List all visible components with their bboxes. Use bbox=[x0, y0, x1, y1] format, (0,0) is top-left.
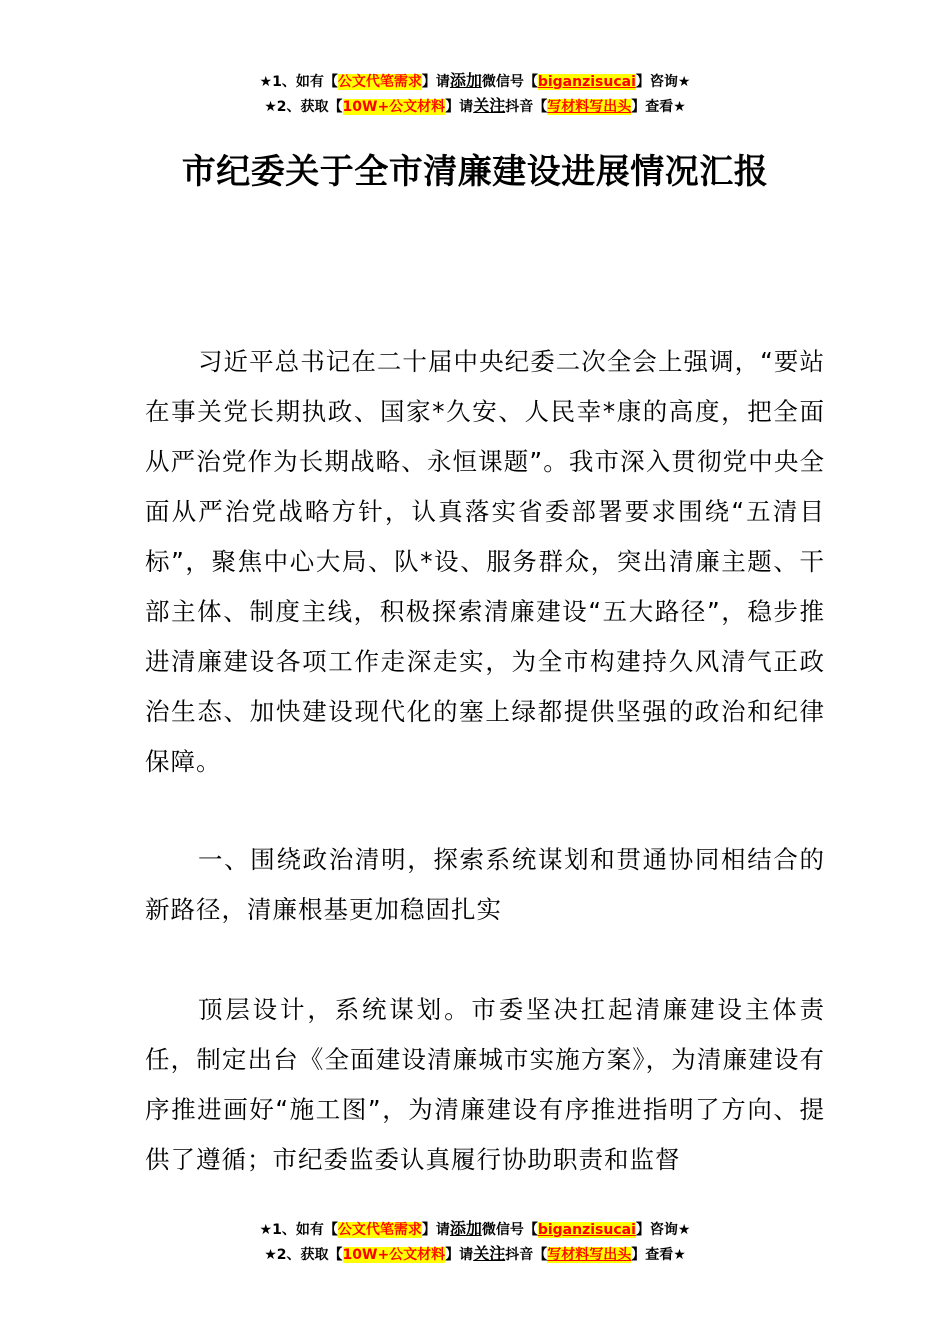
banner-line-1 bbox=[0, 1217, 950, 1242]
banner-text: 】请 bbox=[445, 99, 474, 115]
banner-text: 】咨询★ bbox=[635, 1222, 691, 1238]
banner-text: 抖音【 bbox=[505, 99, 548, 115]
highlight-wechat-id[interactable]: biganzisucai bbox=[537, 1222, 636, 1238]
top-banner bbox=[0, 69, 950, 119]
banner-emphasis-follow: 关注 bbox=[473, 96, 506, 115]
highlight-writing-service: 公文代笔需求 bbox=[337, 74, 422, 90]
banner-text: ★2、获取【 bbox=[264, 99, 343, 115]
banner-text: 】查看★ bbox=[631, 1247, 686, 1263]
highlight-writing-service: 公文代笔需求 bbox=[337, 1222, 422, 1238]
banner-text: ★2、获取【 bbox=[264, 1247, 343, 1263]
highlight-wechat-id[interactable]: biganzisucai bbox=[537, 74, 636, 90]
document-title: 市纪委关于全市清廉建设进展情况汇报 bbox=[181, 152, 769, 192]
banner-text: ★1、如有【 bbox=[259, 1222, 338, 1238]
body-section-heading-1 bbox=[145, 835, 825, 935]
banner-text: 】请 bbox=[421, 1222, 450, 1238]
paragraph-intro: 习近平总书记在二十届中央纪委二次全会上强调，“要站在事关党长期执政、国家*久安、人民幸*康的高度，把全面从严治党作为长期战略、永恒课题”。我市深入贯彻党中央全面从严治党战略方针，认真落实省委部署要求围绕“五清目标”，聚焦中心大局、队*设、服务群众，突出清廉主题、干部主体、制度主线，积极探索清廉建设“五大路径”，稳步推进清廉建设各项工作走深走实，为全市构建持久风清气正政治生态、加快建设现代化的塞上绿都提供坚强的政治和纪律保障。 bbox=[145, 347, 825, 776]
body-section-top-design bbox=[145, 985, 825, 1185]
banner-line-2 bbox=[0, 94, 950, 119]
paragraph-top-design: 顶层设计，系统谋划。市委坚决扛起清廉建设主体责任，制定出台《全面建设清廉城市实施方案》，为清廉建设有序推进画好“施工图”，为清廉建设有序推进指明了方向、提供了遵循；市纪委监委认真履行协助职责和监督 bbox=[145, 995, 825, 1174]
banner-text: 微信号【 bbox=[481, 74, 538, 90]
banner-text: 】查看★ bbox=[631, 99, 686, 115]
highlight-douyin-account[interactable]: 写材料写出头 bbox=[547, 1247, 632, 1263]
body-section-intro bbox=[145, 337, 825, 787]
banner-text: 抖音【 bbox=[505, 1247, 548, 1263]
banner-text: 】咨询★ bbox=[635, 74, 691, 90]
banner-text: 】请 bbox=[445, 1247, 474, 1263]
banner-emphasis-add: 添加 bbox=[449, 1219, 482, 1238]
banner-text: 微信号【 bbox=[481, 1222, 538, 1238]
banner-text: ★1、如有【 bbox=[259, 74, 338, 90]
banner-text: 】请 bbox=[421, 74, 450, 90]
highlight-materials: 10W+公文材料 bbox=[342, 99, 446, 115]
banner-line-2 bbox=[0, 1242, 950, 1267]
banner-line-1 bbox=[0, 69, 950, 94]
highlight-materials: 10W+公文材料 bbox=[342, 1247, 446, 1263]
banner-emphasis-follow: 关注 bbox=[473, 1244, 506, 1263]
banner-emphasis-add: 添加 bbox=[449, 71, 482, 90]
bottom-banner bbox=[0, 1217, 950, 1267]
highlight-douyin-account[interactable]: 写材料写出头 bbox=[547, 99, 632, 115]
section-heading-political: 一、围绕政治清明，探索系统谋划和贯通协同相结合的新路径，清廉根基更加稳固扎实 bbox=[145, 845, 825, 924]
